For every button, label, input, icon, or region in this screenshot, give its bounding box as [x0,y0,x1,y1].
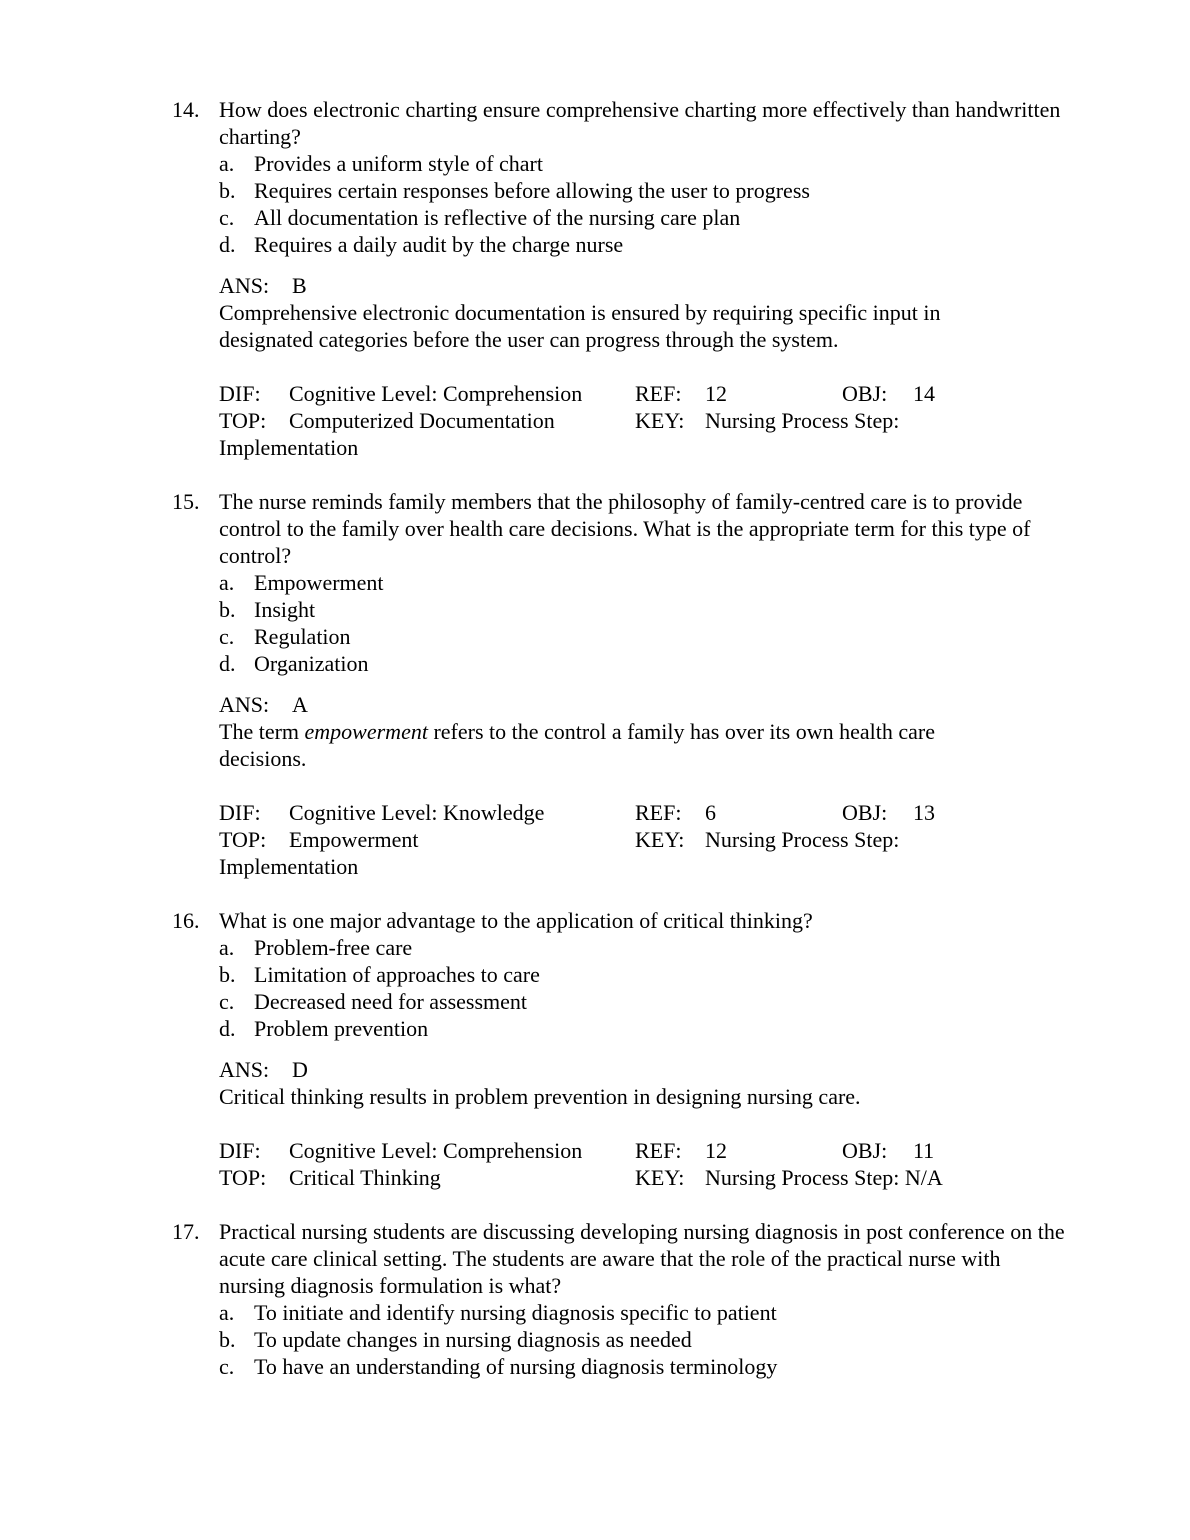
option-letter: b. [219,962,236,987]
rationale [219,299,1019,353]
question-number: 17. [172,1219,200,1244]
option-text: Regulation [254,624,351,649]
option-letter: d. [219,651,236,676]
option-d [219,1015,1069,1042]
option-text: Empowerment [254,570,384,595]
option-text: Decreased need for assessment [254,989,528,1014]
key-label: KEY: [635,827,685,852]
option-a [219,934,1069,961]
obj-label: OBJ: [842,381,888,406]
option-d [219,231,1069,258]
metadata-block [219,380,1069,461]
answer-options [219,1299,1069,1380]
ref-value: 12 [705,1138,727,1163]
dif-value: Cognitive Level: Knowledge [289,800,545,825]
question-stem: The nurse reminds family members that the philosophy of family-centred care is to provide control to the family over health care decisions. What is the appropriate term for this type of control? [219,489,1031,568]
key-label: KEY: [635,408,685,433]
answer-label: ANS: [219,273,270,298]
dif-label: DIF: [219,1138,261,1163]
answer-options [219,569,1069,677]
meta-row-dif [219,1137,1069,1164]
option-letter: a. [219,935,235,960]
answer-value: B [292,273,307,298]
top-label: TOP: [219,827,267,852]
answer-value: D [292,1057,308,1082]
key-value-wrap: Implementation [219,435,359,460]
option-a [219,1299,1069,1326]
ref-label: REF: [635,381,682,406]
top-value: Computerized Documentation [289,408,555,433]
option-letter: c. [219,205,235,230]
option-text: Organization [254,651,369,676]
option-b [219,1326,1069,1353]
option-letter: d. [219,232,236,257]
rationale [219,718,1019,772]
option-letter: c. [219,1354,235,1379]
option-text: To update changes in nursing diagnosis as needed [254,1327,692,1352]
question-number: 14. [172,97,200,122]
rationale-emphasis: empowerment [304,719,428,744]
option-text: Requires a daily audit by the charge nurse [254,232,624,257]
dif-label: DIF: [219,800,261,825]
option-c [219,204,1069,231]
option-c [219,623,1069,650]
answer-value: A [292,692,308,717]
question-stem: How does electronic charting ensure comprehensive charting more effectively than handwritten charting? [219,97,1061,149]
option-b [219,177,1069,204]
question-stem: Practical nursing students are discussing developing nursing diagnosis in post conference on the acute care clinical setting. The students are aware that the role of the practical nurse with nursing diagnosis formulation is what? [219,1219,1065,1298]
option-c [219,988,1069,1015]
top-label: TOP: [219,1165,267,1190]
answer-label: ANS: [219,692,270,717]
ref-value: 12 [705,381,727,406]
obj-value: 11 [913,1138,935,1163]
top-value: Empowerment [289,827,419,852]
dif-value: Cognitive Level: Comprehension [289,381,583,406]
answer-block [219,1056,1069,1110]
option-a [219,569,1069,596]
meta-row-top [219,407,1069,434]
answer-line [219,691,1069,718]
ref-label: REF: [635,1138,682,1163]
option-c [219,1353,1069,1380]
option-letter: c. [219,989,235,1014]
option-letter: a. [219,570,235,595]
key-label: KEY: [635,1165,685,1190]
meta-row-dif [219,380,1069,407]
dif-label: DIF: [219,381,261,406]
option-b [219,961,1069,988]
question-15 [0,488,1190,880]
question-number: 16. [172,908,200,933]
option-letter: a. [219,1300,235,1325]
answer-block [219,272,1069,353]
option-a [219,150,1069,177]
option-letter: b. [219,178,236,203]
question-stem: What is one major advantage to the application of critical thinking? [219,908,813,933]
answer-line [219,1056,1069,1083]
key-value: Nursing Process Step: [705,827,900,852]
top-value: Critical Thinking [289,1165,441,1190]
option-text: To initiate and identify nursing diagnosis specific to patient [254,1300,777,1325]
obj-label: OBJ: [842,1138,888,1163]
document-page [0,96,1190,1407]
ref-value: 6 [705,800,716,825]
option-b [219,596,1069,623]
meta-row-dif [219,799,1069,826]
rationale-text: The term [219,719,305,744]
dif-value: Cognitive Level: Comprehension [289,1138,583,1163]
option-letter: b. [219,597,236,622]
option-letter: c. [219,624,235,649]
answer-label: ANS: [219,1057,270,1082]
question-number: 15. [172,489,200,514]
metadata-block [219,799,1069,880]
answer-block [219,691,1069,772]
option-text: Limitation of approaches to care [254,962,540,987]
option-letter: d. [219,1016,236,1041]
key-value: Nursing Process Step: [705,408,900,433]
answer-options [219,934,1069,1042]
rationale-text-end: refers to the control a family has over its own health care decisions. [219,719,935,771]
answer-options [219,150,1069,258]
rationale [219,1083,1019,1110]
key-value-wrap: Implementation [219,854,359,879]
key-value: Nursing Process Step: N/A [705,1165,943,1190]
question-16 [0,907,1190,1191]
top-label: TOP: [219,408,267,433]
answer-line [219,272,1069,299]
option-text: Requires certain responses before allowing the user to progress [254,178,810,203]
option-text: Provides a uniform style of chart [254,151,543,176]
option-letter: b. [219,1327,236,1352]
question-14 [0,96,1190,461]
option-text: Problem-free care [254,935,413,960]
obj-label: OBJ: [842,800,888,825]
meta-row-top [219,1164,1069,1191]
question-17 [0,1218,1190,1380]
rationale-text: Comprehensive electronic documentation is ensured by requiring specific input in designated categories before the user can progress through the system. [219,300,941,352]
option-text: All documentation is reflective of the nursing care plan [254,205,741,230]
rationale-text: Critical thinking results in problem prevention in designing nursing care. [219,1084,861,1109]
option-d [219,650,1069,677]
metadata-block [219,1137,1069,1191]
obj-value: 14 [913,381,935,406]
option-text: To have an understanding of nursing diagnosis terminology [254,1354,778,1379]
meta-row-top [219,826,1069,853]
option-text: Insight [254,597,316,622]
obj-value: 13 [913,800,935,825]
option-letter: a. [219,151,235,176]
ref-label: REF: [635,800,682,825]
option-text: Problem prevention [254,1016,429,1041]
